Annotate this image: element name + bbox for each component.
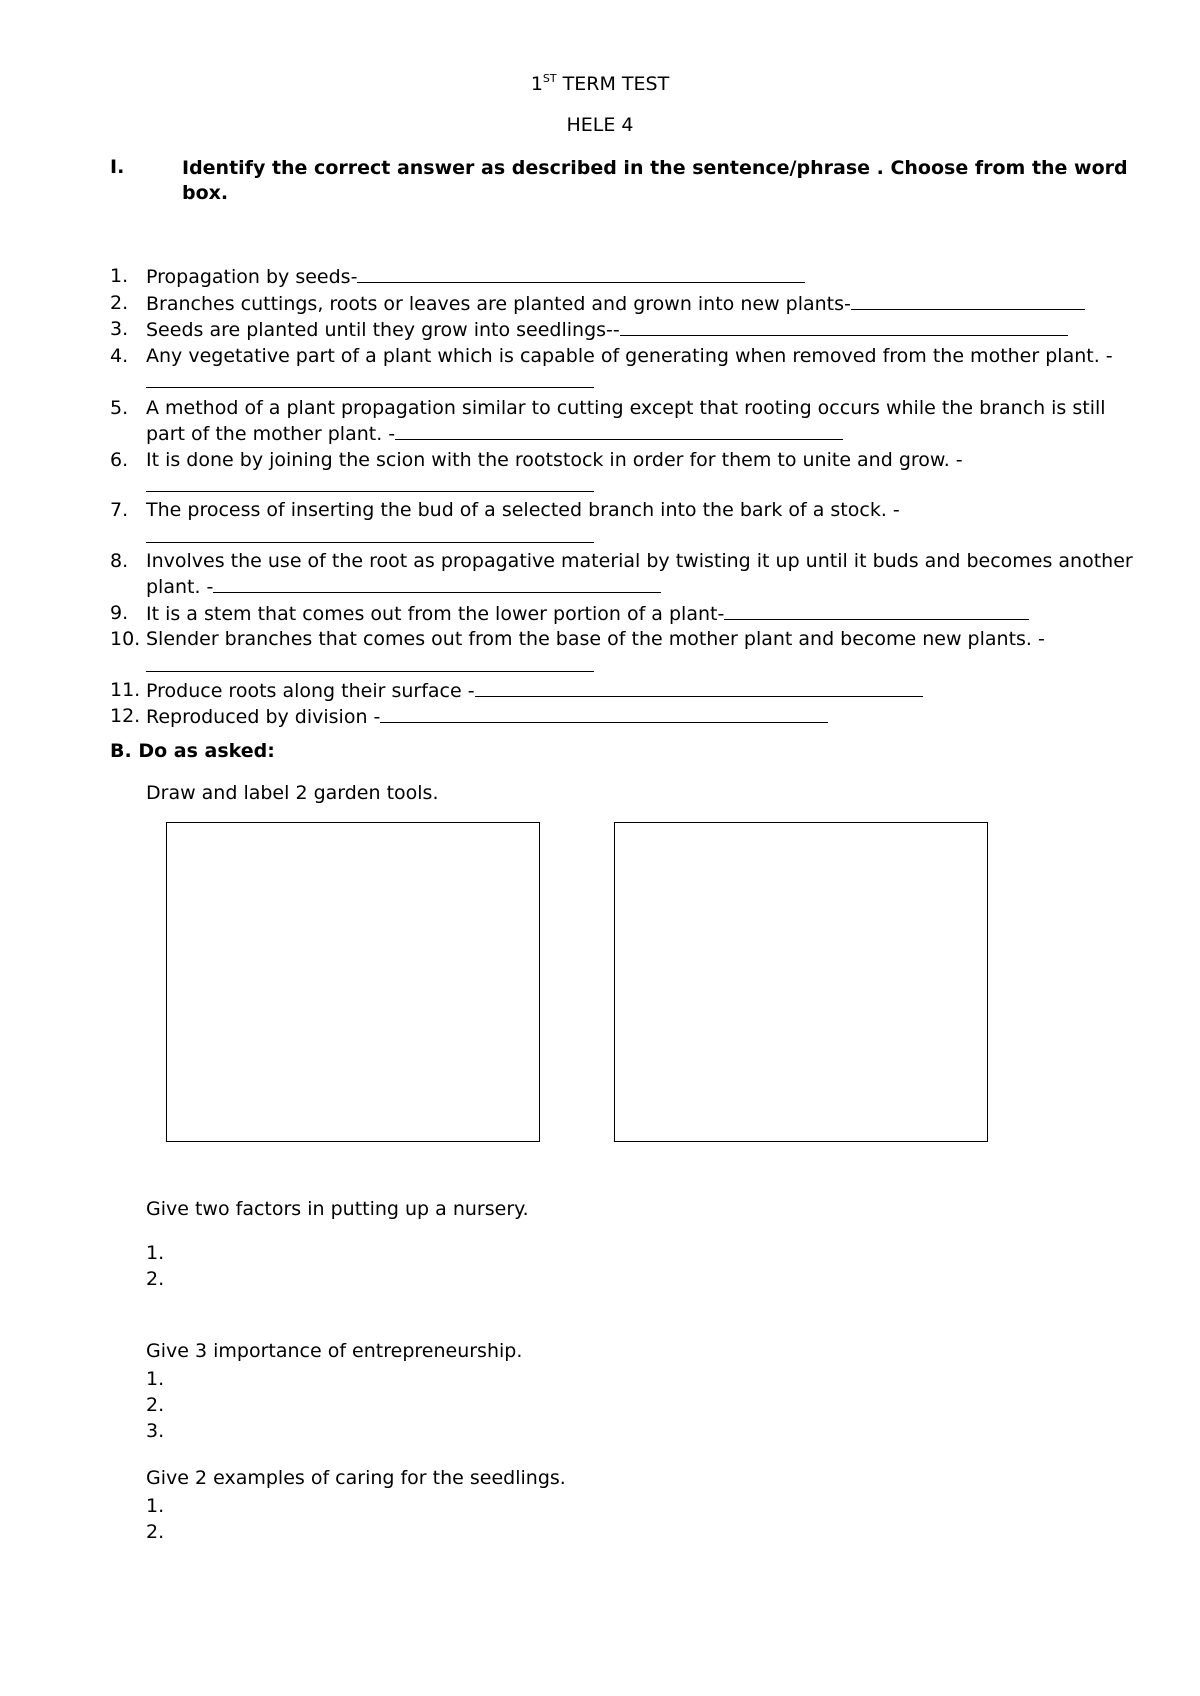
question-item: 7. The process of inserting the bud of a selected branch into the bark of a stock. - bbox=[110, 498, 1140, 543]
question-list bbox=[110, 264, 1140, 731]
draw-prompt: Draw and label 2 garden tools. bbox=[146, 782, 439, 804]
test-title: 1ST TERM TEST bbox=[530, 72, 670, 95]
question-text: Slender branches that comes out from the base of the mother plant and become new plants. - bbox=[146, 628, 1045, 650]
nursery-answer-list bbox=[146, 1240, 164, 1292]
question-item: 11. Produce roots along their surface - bbox=[110, 678, 1140, 705]
answer-number: 2. bbox=[146, 1521, 165, 1543]
answer-blank[interactable] bbox=[724, 601, 1029, 620]
question-text: It is a stem that comes out from the lower portion of a plant- bbox=[146, 602, 725, 625]
question-item: 4. Any vegetative part of a plant which is capable of generating when removed from the mother plant. - bbox=[110, 344, 1140, 396]
answer-number: 2. bbox=[146, 1394, 165, 1416]
answer-blank[interactable] bbox=[357, 264, 805, 283]
question-text: Seeds are planted until they grow into seedlings-- bbox=[146, 319, 620, 341]
answer-blank[interactable] bbox=[146, 653, 594, 672]
answer-number: 1. bbox=[146, 1495, 165, 1517]
question-item: 6. It is done by joining the scion with the rootstock in order for them to unite and grow. - bbox=[110, 448, 1140, 493]
question-text: A method of a plant propagation similar to cutting except that rooting occurs while the branch is still part of the mother plant. - bbox=[146, 396, 1106, 445]
question-text: Produce roots along their surface - bbox=[146, 679, 475, 702]
answer-blank[interactable] bbox=[395, 421, 843, 440]
answer-number: 2. bbox=[146, 1268, 165, 1290]
drawing-box-2[interactable] bbox=[614, 822, 988, 1142]
question-text: Reproduced by division - bbox=[146, 706, 381, 728]
answer-number: 1. bbox=[146, 1368, 165, 1390]
answer-blank[interactable] bbox=[620, 317, 1068, 336]
question-item: 12. Reproduced by division - bbox=[110, 704, 1140, 731]
question-text: Any vegetative part of a plant which is capable of generating when removed from the mother plant. - bbox=[146, 344, 1113, 367]
section-b-heading: B. Do as asked: bbox=[110, 740, 275, 762]
answer-blank[interactable] bbox=[146, 524, 594, 543]
answer-number: 3. bbox=[146, 1420, 165, 1442]
question-item: 1. Propagation by seeds- bbox=[110, 264, 1140, 291]
test-subtitle: HELE 4 bbox=[566, 114, 634, 136]
question-item: 5. A method of a plant propagation similar to cutting except that rooting occurs while the branch is still part of the mother plant. - bbox=[110, 396, 1106, 445]
answer-blank[interactable] bbox=[380, 704, 828, 723]
question-item: 10. Slender branches that comes out from the base of the mother plant and become new plants. - bbox=[110, 627, 1140, 672]
answer-blank[interactable] bbox=[475, 678, 923, 697]
answer-blank[interactable] bbox=[213, 574, 661, 593]
question-text: Branches cuttings, roots or leaves are planted and grown into new plants- bbox=[146, 292, 851, 315]
question-text: It is done by joining the scion with the rootstock in order for them to unite and grow. - bbox=[146, 448, 963, 471]
section-i-number: I. bbox=[110, 156, 125, 178]
entrepreneurship-answer-list bbox=[146, 1366, 164, 1444]
question-item: 3. Seeds are planted until they grow into seedlings-- bbox=[110, 317, 1140, 344]
entrepreneurship-prompt: Give 3 importance of entrepreneurship. bbox=[146, 1340, 523, 1362]
drawing-box-1[interactable] bbox=[166, 822, 540, 1142]
nursery-prompt: Give two factors in putting up a nursery. bbox=[146, 1198, 529, 1220]
question-text: Propagation by seeds- bbox=[146, 266, 358, 288]
question-item: 2. Branches cuttings, roots or leaves are planted and grown into new plants- bbox=[110, 291, 1140, 318]
answer-number: 1. bbox=[146, 1242, 165, 1264]
question-item: 8. Involves the use of the root as propagative material by twisting it up until it buds and becomes another plant. - bbox=[110, 549, 1133, 598]
seedling-answer-list bbox=[146, 1493, 164, 1545]
section-i-instruction: Identify the correct answer as described in the sentence/phrase . Choose from the word box. bbox=[182, 157, 1128, 204]
answer-blank[interactable] bbox=[146, 369, 594, 388]
answer-blank[interactable] bbox=[146, 473, 594, 492]
question-text: The process of inserting the bud of a selected branch into the bark of a stock. - bbox=[146, 499, 900, 521]
seedling-prompt: Give 2 examples of caring for the seedlings. bbox=[146, 1467, 566, 1489]
question-text: Involves the use of the root as propagative material by twisting it up until it buds and becomes another plant. - bbox=[146, 549, 1133, 598]
question-item: 9. It is a stem that comes out from the lower portion of a plant- bbox=[110, 601, 1140, 628]
answer-blank[interactable] bbox=[851, 291, 1085, 310]
